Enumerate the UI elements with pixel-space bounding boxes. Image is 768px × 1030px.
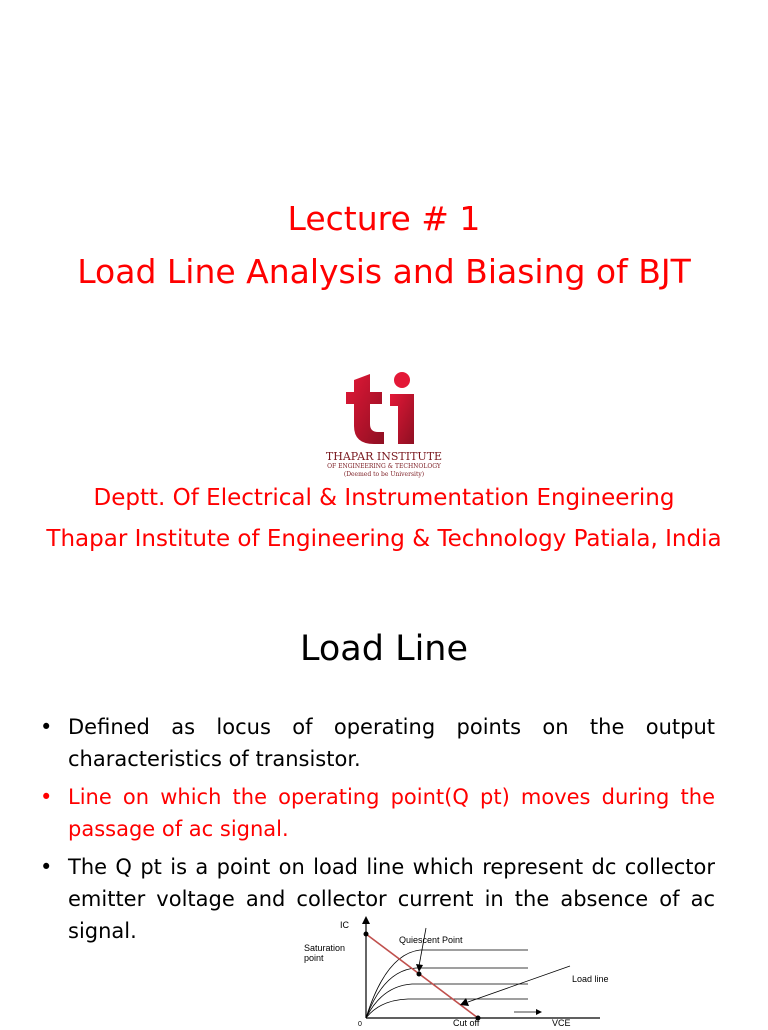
department-name: Deptt. Of Electrical & Instrumentation Engineering [93, 485, 675, 511]
bullet-item [40, 711, 715, 775]
logo-name: THAPAR INSTITUTE [325, 450, 443, 463]
characteristic-curve [366, 999, 528, 1018]
bullet-icon: • [40, 855, 53, 879]
saturation-point [364, 932, 369, 937]
saturation-label: point [304, 953, 324, 963]
load-line [366, 934, 478, 1018]
bullet-icon: • [40, 715, 53, 739]
bullet-item [40, 781, 715, 845]
institute-logo [318, 370, 450, 482]
origin-label: 0 [358, 1021, 362, 1026]
load-line-label: Load line [572, 974, 609, 984]
bullet-text: Line on which the operating point(Q pt) moves during the passage of ac signal. [68, 785, 715, 841]
logo-subname: OF ENGINEERING & TECHNOLOGY [327, 463, 441, 470]
bullet-icon: • [40, 785, 53, 809]
x-axis-label: VCE [552, 1018, 571, 1026]
lecture-number: Lecture # 1 [287, 199, 481, 238]
quiescent-arrow [419, 928, 426, 966]
quiescent-point [417, 972, 422, 977]
bullet-text: Defined as locus of operating points on the output characteristics of transistor. [68, 715, 715, 771]
logo-tagline: (Deemed to be University) [343, 471, 425, 478]
institute-name: Thapar Institute of Engineering & Technology Patiala, India [46, 526, 722, 552]
slide-heading: Load Line [299, 629, 469, 669]
y-axis-label: IC [340, 920, 349, 930]
lecture-title: Load Line Analysis and Biasing of BJT [77, 252, 691, 291]
y-axis-arrow-icon [362, 916, 370, 924]
cutoff-label: Cut off [453, 1018, 480, 1026]
quiescent-label: Quiescent Point [399, 935, 463, 945]
characteristic-curve [366, 968, 528, 1018]
load-line-diagram [300, 914, 610, 1026]
load-line-slide [0, 576, 768, 1024]
saturation-label: Saturation [304, 943, 346, 953]
bullet-text: The Q pt is a point on load line which represent dc collector emitter voltage and collector current in the absence of ac signal. [68, 855, 715, 943]
ti-logo-icon [318, 370, 450, 450]
arrow-head-icon [536, 1009, 542, 1015]
